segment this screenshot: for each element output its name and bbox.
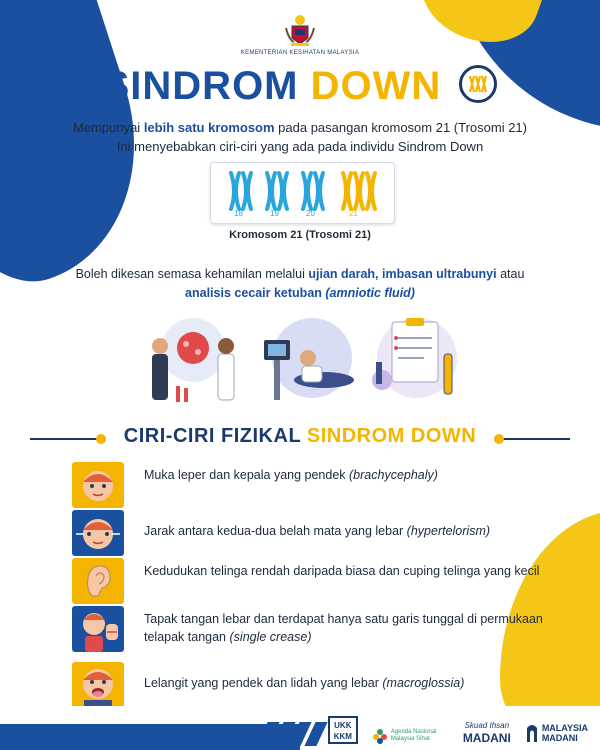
- feature-text-5: [144, 674, 544, 692]
- skuad-ihsan-text: Skuad Ihsan: [464, 721, 510, 730]
- palm-icon: [72, 606, 124, 652]
- flat-face-icon: [72, 462, 124, 508]
- ear-icon: [72, 558, 124, 604]
- agenda-line-2: Malaysia Sihat: [390, 736, 430, 742]
- feature-term-4: (single crease): [229, 630, 312, 644]
- intro-highlight: lebih satu kromosom: [143, 120, 275, 135]
- detection-amniotic: analisis cecair ketuban: [185, 286, 326, 300]
- skuad-ihsan-madani-logo: [463, 720, 511, 744]
- agenda-nasional-logo: [372, 728, 449, 744]
- blood-test-illustration-icon: [138, 310, 248, 410]
- ukk-logo-line-1: UKK: [334, 721, 352, 730]
- detection-amniotic-term: (amniotic fluid): [325, 286, 415, 300]
- detection-part-1: Boleh dikesan semasa kehamilan melalui: [75, 267, 309, 281]
- detection-line-2: [30, 284, 570, 303]
- intro-line-1: [30, 118, 570, 137]
- feature-item-5: [72, 662, 532, 708]
- chromosome-badge-icon: [459, 65, 497, 103]
- feature-desc-5: Lelangit yang pendek dan lidah yang lebar: [144, 676, 383, 690]
- footer-logos: [328, 716, 588, 744]
- malaysia-crest-icon: [282, 12, 318, 48]
- feature-item-1: [72, 462, 532, 508]
- feature-desc-3: Kedudukan telinga rendah daripada biasa dan cuping telinga yang kecil: [144, 564, 540, 578]
- title-part-sindrom: SINDROM: [102, 64, 299, 108]
- madani-text: MADANI: [462, 731, 511, 745]
- section-heading: [30, 425, 570, 451]
- feature-term-2: (hypertelorism): [406, 524, 491, 538]
- chromosome-number-18: 18: [234, 209, 243, 218]
- chromosome-number-19: 19: [270, 209, 279, 218]
- malaysia-madani-text: MADANI: [541, 733, 578, 743]
- detection-part-3: atau: [496, 267, 525, 281]
- footer-blue-stripe: [0, 724, 300, 750]
- feature-desc-1: Muka leper dan kepala yang pendek: [144, 468, 350, 482]
- intro-line-1-a: Mempunyai: [73, 120, 144, 135]
- chromosome-number-21: 21: [349, 209, 358, 218]
- chromosome-diagram: [210, 162, 395, 224]
- chromosome-pair-20-icon: [303, 173, 323, 209]
- intro-line-2: Ini menyebabkan ciri-ciri yang ada pada individu Sindrom Down: [116, 139, 484, 154]
- footer-chevrons: [262, 722, 322, 746]
- feature-desc-2: Jarak antara kedua-dua belah mata yang lebar: [144, 524, 407, 538]
- feature-item-3: [72, 558, 540, 604]
- page-title: [0, 64, 600, 109]
- feature-term-5: (macroglossia): [382, 676, 465, 690]
- section-title-part-1: CIRI-CIRI FIZIKAL: [123, 425, 301, 447]
- ultrasound-illustration-icon: [250, 310, 360, 410]
- chromosome-pair-18-icon: [231, 173, 251, 209]
- agenda-line-1: Agenda Nasional: [390, 729, 437, 735]
- feature-item-2: [72, 510, 532, 556]
- feature-desc-4: Tapak tangan lebar dan terdapat hanya satu garis tunggal di permukaan telapak tangan: [144, 612, 543, 644]
- feature-item-4: [72, 606, 543, 652]
- ministry-name: KEMENTERIAN KESIHATAN MALAYSIA: [240, 50, 360, 56]
- tongue-icon: [72, 662, 124, 708]
- detection-text: [30, 265, 570, 303]
- feature-term-1: (brachycephaly): [349, 468, 438, 482]
- section-title-part-2: SINDROM DOWN: [306, 425, 477, 447]
- agenda-flower-icon: [372, 728, 388, 744]
- ukk-logo-line-2: KKM: [333, 732, 352, 741]
- malaysia-madani-emblem-icon: [525, 722, 539, 744]
- chromosome-pair-19-icon: [267, 173, 287, 209]
- feature-text-2: [144, 522, 544, 540]
- feature-text-3: [144, 562, 544, 580]
- feature-text-1: [144, 466, 544, 484]
- chromosome-trisomy-21-icon: [343, 173, 375, 209]
- section-title: [30, 425, 570, 448]
- chromosome-caption: Kromosom 21 (Trosomi 21): [229, 229, 371, 241]
- malaysia-madani-logo: [525, 722, 588, 744]
- amniotic-analysis-illustration-icon: [362, 310, 472, 410]
- detection-line-1: [30, 265, 570, 284]
- title-part-down: DOWN: [310, 64, 442, 108]
- ukk-kkm-logo: [328, 716, 358, 744]
- feature-text-4: [144, 610, 544, 646]
- detection-methods: ujian darah, imbasan ultrabunyi: [308, 267, 497, 281]
- wide-eyes-icon: [72, 510, 124, 556]
- intro-line-1-c: pada pasangan kromosom 21 (Trosomi 21): [274, 120, 527, 135]
- chromosome-number-20: 20: [306, 209, 315, 218]
- malaysia-text: MALAYSIA: [541, 723, 588, 733]
- intro-text: [30, 118, 570, 156]
